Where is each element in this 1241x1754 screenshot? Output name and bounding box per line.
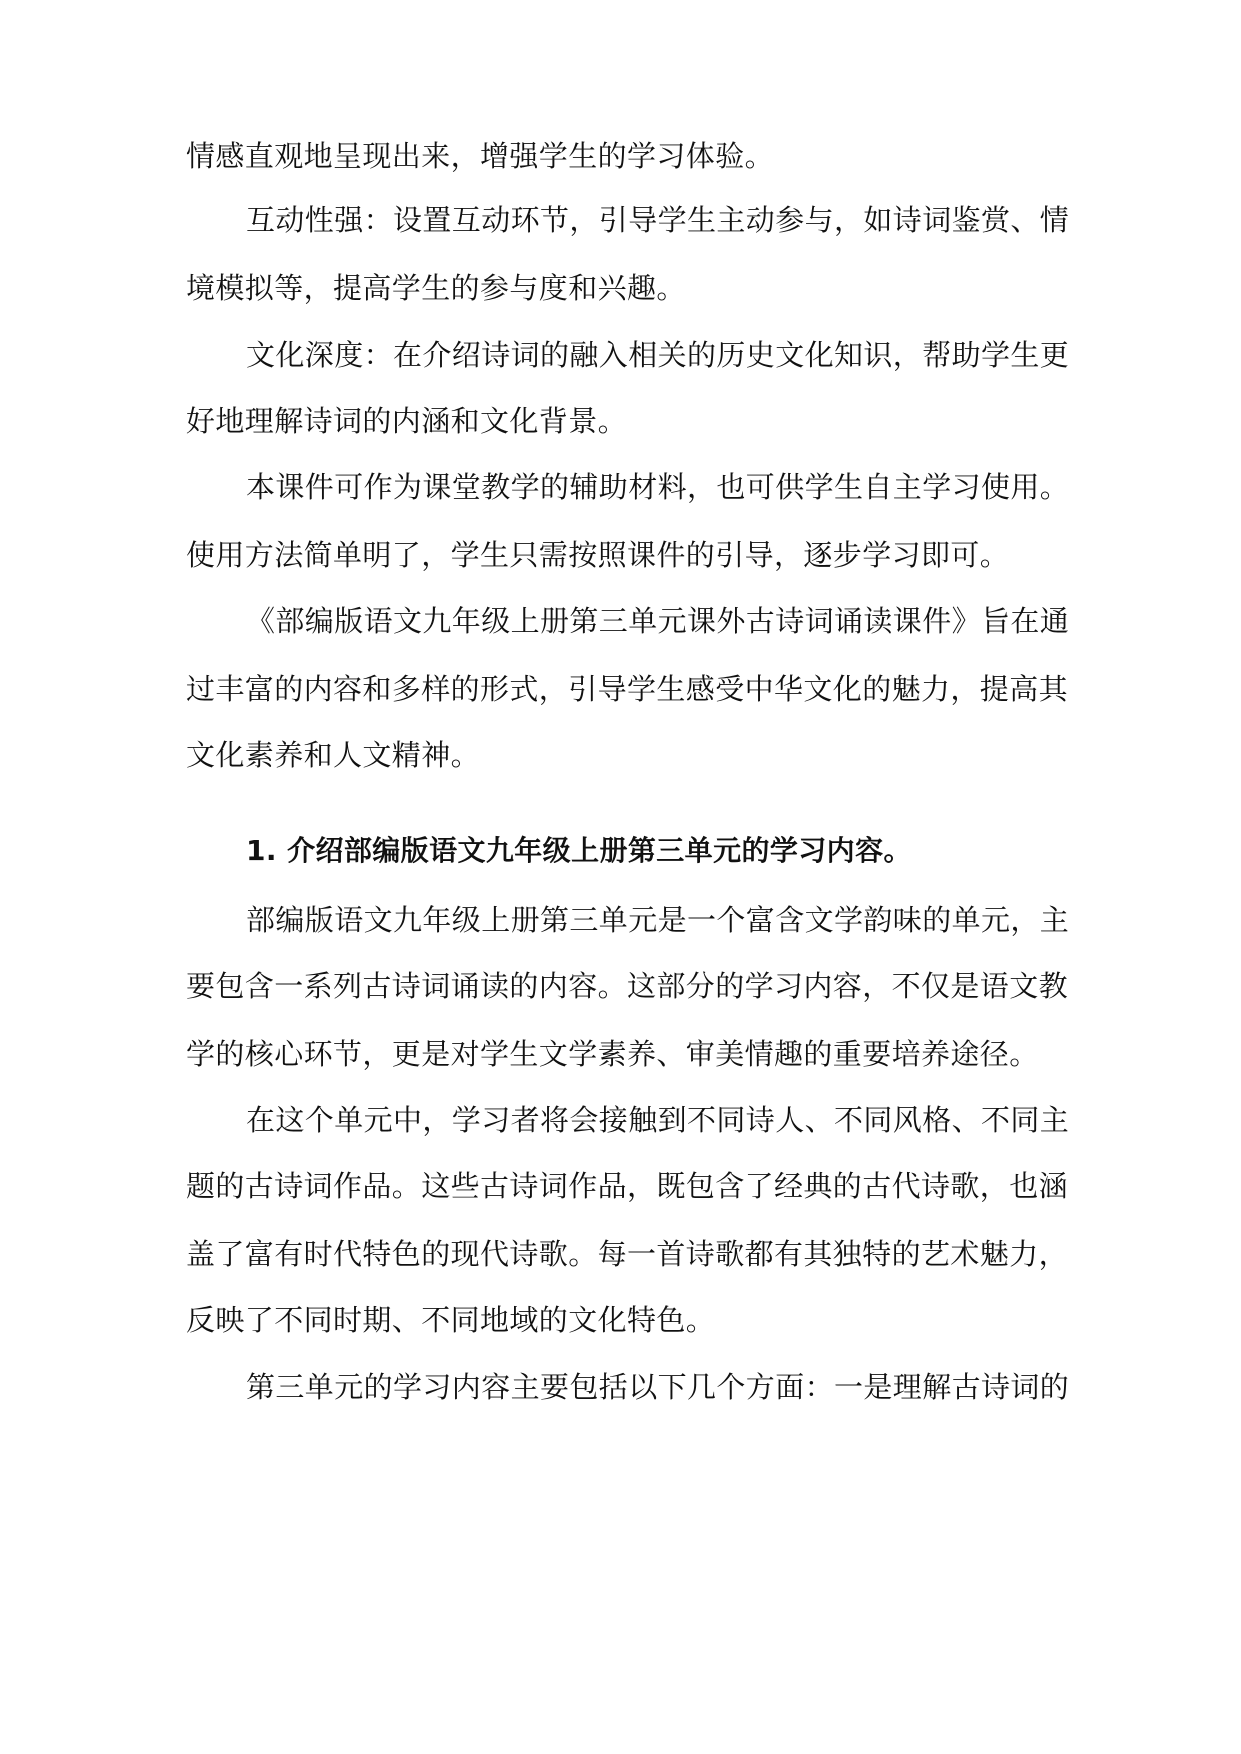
section-heading: 1. 介绍部编版语文九年级上册第三单元的学习内容。 [246, 834, 912, 867]
text-line: 本课件可作为课堂教学的辅助材料，也可供学生自主学习使用。 [246, 470, 1070, 504]
text-line: 好地理解诗词的内涵和文化背景。 [186, 404, 628, 438]
text-line: 盖了富有时代特色的现代诗歌。每一首诗歌都有其独特的艺术魅力， [186, 1237, 1069, 1271]
text-line: 题的古诗词作品。这些古诗词作品，既包含了经典的古代诗歌，也涵 [186, 1169, 1069, 1203]
text-line: 学的核心环节，更是对学生文学素养、审美情趣的重要培养途径。 [186, 1037, 1039, 1071]
text-line: 互动性强：设置互动环节，引导学生主动参与，如诗词鉴赏、情 [246, 203, 1070, 237]
text-line: 文化素养和人文精神。 [186, 738, 481, 772]
text-line: 境模拟等，提高学生的参与度和兴趣。 [186, 271, 686, 305]
text-line: 部编版语文九年级上册第三单元是一个富含文学韵味的单元，主 [246, 903, 1070, 937]
text-line: 使用方法简单明了，学生只需按照课件的引导，逐步学习即可。 [186, 538, 1010, 572]
text-line: 过丰富的内容和多样的形式，引导学生感受中华文化的魅力，提高其 [186, 672, 1069, 706]
text-line: 反映了不同时期、不同地域的文化特色。 [186, 1303, 716, 1337]
text-line: 第三单元的学习内容主要包括以下几个方面：一是理解古诗词的 [246, 1370, 1070, 1404]
text-line: 《部编版语文九年级上册第三单元课外古诗词诵读课件》旨在通 [246, 604, 1070, 638]
text-line: 要包含一系列古诗词诵读的内容。这部分的学习内容，不仅是语文教 [186, 969, 1069, 1003]
text-line: 文化深度：在介绍诗词的融入相关的历史文化知识，帮助学生更 [246, 338, 1070, 372]
text-line: 在这个单元中，学习者将会接触到不同诗人、不同风格、不同主 [246, 1103, 1070, 1137]
text-line: 情感直观地呈现出来，增强学生的学习体验。 [186, 139, 775, 173]
